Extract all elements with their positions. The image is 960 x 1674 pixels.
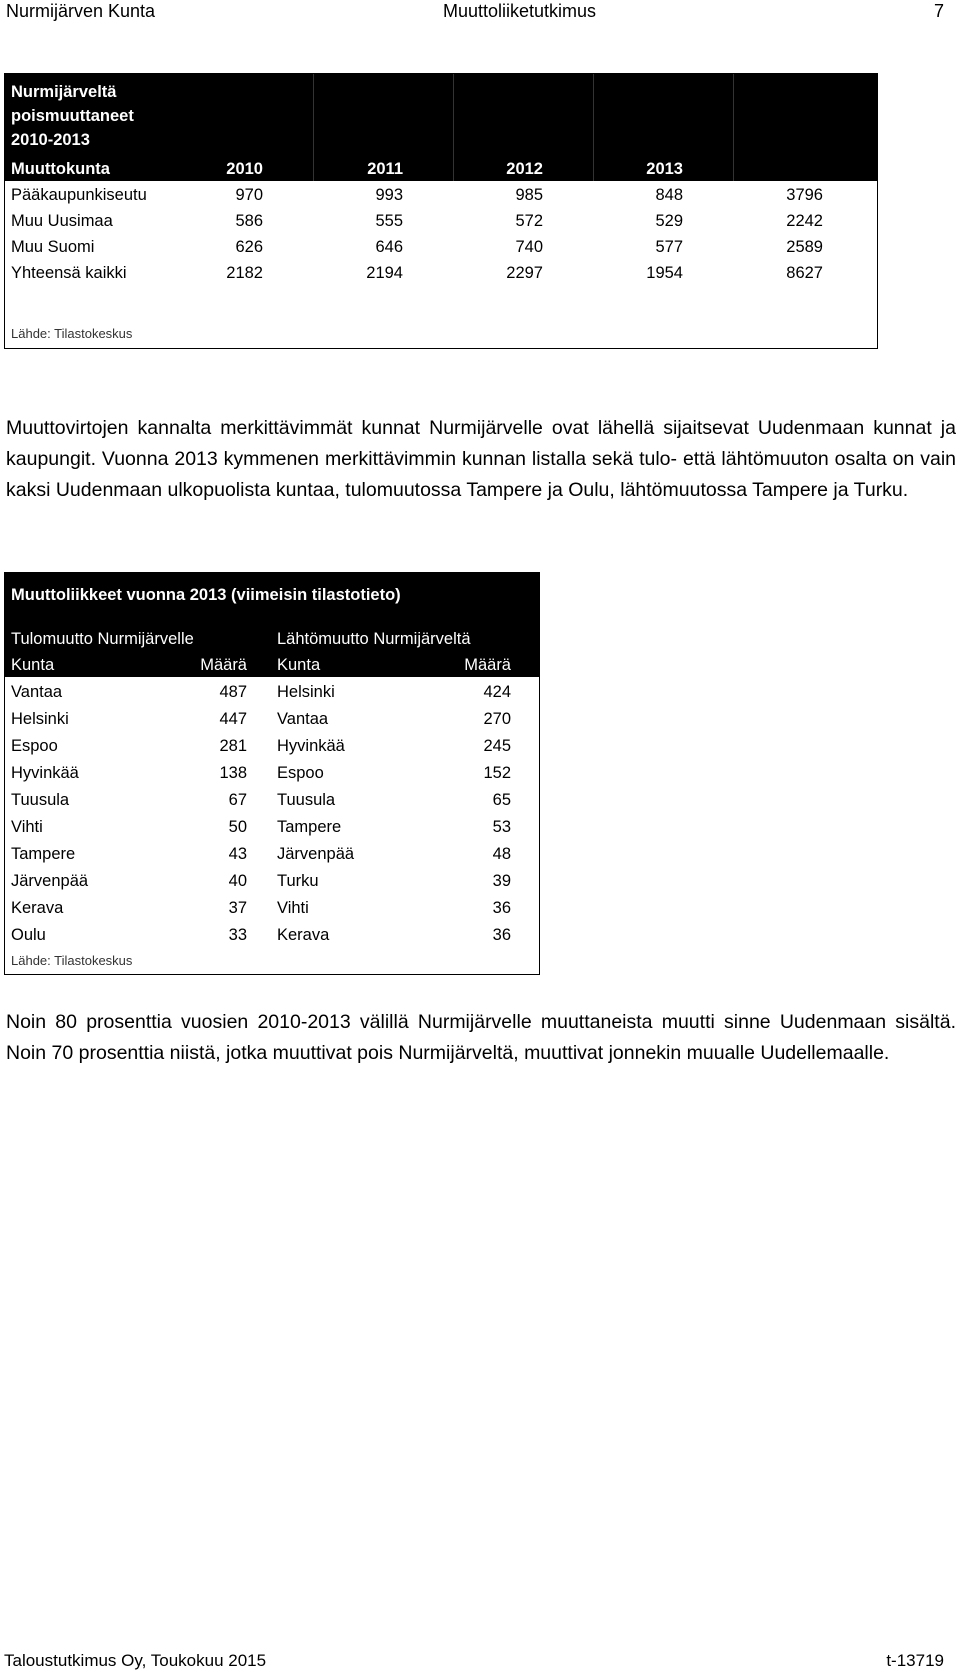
out-maara: 424 [483,683,511,701]
out-maara: 270 [483,710,511,728]
out-kunta: Turku [277,872,319,890]
value-2010: 586 [235,212,263,230]
emigration-table-header [5,74,877,181]
in-kunta: Oulu [11,926,46,944]
out-kunta: Järvenpää [277,845,355,863]
table-row [5,922,539,949]
column-divider [593,74,594,181]
out-kunta: Espoo [277,764,324,782]
header-organization: Nurmijärven Kunta [6,1,156,21]
out-maara: 48 [492,845,511,863]
in-maara: 50 [228,818,247,836]
column-header-maara: Määrä [464,656,511,674]
value-2010: 2182 [226,264,263,282]
value-2013: 529 [655,212,683,230]
migration-table-header [5,573,539,677]
column-divider [453,74,454,181]
out-kunta: Hyvinkää [277,737,345,755]
in-kunta: Vihti [11,818,43,836]
column-header-2013: 2013 [646,160,683,178]
value-2013: 577 [655,238,683,256]
table-row [5,706,539,733]
column-header-2011: 2011 [367,160,403,178]
out-maara: 65 [492,791,511,809]
table-row [5,234,877,260]
out-migration-header: Lähtömuutto Nurmijärveltä [277,630,471,648]
column-header-kunta: Kunta [11,656,55,674]
table-row [5,841,539,868]
in-migration-header: Tulomuutto Nurmijärvelle [11,630,194,648]
page-number: 7 [933,1,944,21]
table-row [5,260,877,286]
table-row [5,208,877,234]
in-maara: 447 [219,710,247,728]
table-row [5,868,539,895]
in-maara: 67 [228,791,247,809]
value-2013: 1954 [646,264,683,282]
title-line: poismuuttaneet [11,107,134,125]
out-kunta: Tampere [277,818,342,836]
out-kunta: Vihti [277,899,309,917]
title-line: 2010-2013 [11,131,90,149]
table-row [5,760,539,787]
value-2010: 970 [235,186,263,204]
in-maara: 43 [228,845,247,863]
in-kunta: Helsinki [11,710,69,728]
value-total: 2242 [786,212,823,230]
row-label: Muu Suomi [11,238,95,256]
footer-publisher: Taloustutkimus Oy, Toukokuu 2015 [4,1651,267,1670]
row-label: Yhteensä kaikki [11,264,127,282]
migration-table-title: Muuttoliikkeet vuonna 2013 (viimeisin tilastotieto) [11,586,401,604]
column-header-2010: 2010 [226,160,263,178]
value-total: 3796 [786,186,823,204]
in-kunta: Vantaa [11,683,63,701]
header-document-title: Muuttoliiketutkimus [443,1,597,21]
column-header-muuttokunta: Muuttokunta [11,160,110,178]
column-header-kunta: Kunta [277,656,321,674]
in-kunta: Espoo [11,737,58,755]
out-maara: 53 [492,818,511,836]
table-source-note: Lähde: Tilastokeskus [11,953,133,968]
emigration-table [4,73,878,349]
in-kunta: Järvenpää [11,872,89,890]
row-label: Muu Uusimaa [11,212,113,230]
table-row [5,679,539,706]
value-2011: 646 [375,238,403,256]
value-2011: 2194 [366,264,403,282]
in-maara: 37 [228,899,247,917]
emigration-table-title [11,80,134,152]
value-2013: 848 [655,186,683,204]
value-2012: 740 [515,238,543,256]
value-2010: 626 [235,238,263,256]
out-maara: 245 [483,737,511,755]
in-kunta: Hyvinkää [11,764,79,782]
value-total: 2589 [786,238,823,256]
out-kunta: Helsinki [277,683,335,701]
in-maara: 40 [228,872,247,890]
out-maara: 152 [483,764,511,782]
value-2012: 985 [515,186,543,204]
in-maara: 281 [219,737,247,755]
out-kunta: Tuusula [277,791,336,809]
in-kunta: Kerava [11,899,64,917]
value-2012: 572 [515,212,543,230]
out-kunta: Kerava [277,926,330,944]
in-maara: 487 [219,683,247,701]
title-line: Nurmijärveltä [11,83,117,101]
table-source-note: Lähde: Tilastokeskus [11,326,133,341]
migration-2013-table [4,572,540,975]
column-header-maara: Määrä [200,656,247,674]
footer-report-id: t-13719 [886,1651,944,1670]
in-maara: 33 [228,926,247,944]
body-paragraph: Muuttovirtojen kannalta merkittävimmät kunnat Nurmijärvelle ovat lähellä sijaitsevat Uudenmaan kunnat ja kaupungit. Vuonna 2013 kymmenen merkittävimmin kunnan listalla sekä tulo- että lähtömuuton osalta on vain kaksi Uudenmaan ulkopuolista kuntaa, tulomuutossa Tampere ja Oulu, lähtömuutossa Tampere ja Turku. [6,417,956,501]
column-header-2012: 2012 [506,160,543,178]
table-row [5,733,539,760]
value-total: 8627 [786,264,823,282]
out-maara: 36 [492,926,511,944]
out-maara: 36 [492,899,511,917]
table-row [5,182,877,208]
value-2011: 555 [375,212,403,230]
table-row [5,895,539,922]
out-maara: 39 [492,872,511,890]
column-divider [313,74,314,181]
value-2011: 993 [375,186,403,204]
value-2012: 2297 [506,264,543,282]
body-paragraph: Noin 80 prosenttia vuosien 2010-2013 välillä Nurmijärvelle muuttaneista muutti sinne Uudenmaan sisältä. Noin 70 prosenttia niistä, jotka muuttivat pois Nurmijärveltä, muuttivat jonnekin muualle Uudellemaalle. [6,1011,956,1064]
table-row [5,787,539,814]
column-divider [733,74,734,181]
in-kunta: Tuusula [11,791,70,809]
out-kunta: Vantaa [277,710,329,728]
in-maara: 138 [219,764,247,782]
in-kunta: Tampere [11,845,76,863]
row-label: Pääkaupunkiseutu [11,186,147,204]
table-row [5,814,539,841]
